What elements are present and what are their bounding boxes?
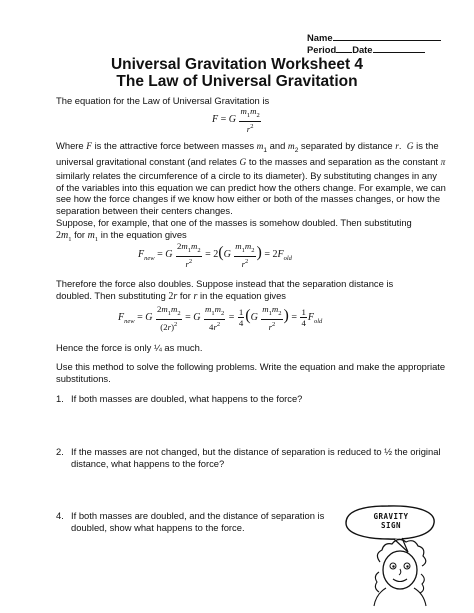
mass-doubled-equation: $F_{new} = G$ $\frac{2m_1m_2}{r^2}$ = 2(G $\frac{m_1m_2}{r^2}$ ) = $2F_{old}$ xyxy=(138,241,292,269)
question-2: 2. If the masses are not changed, but the distance of separation is reduced to ½ the original distance, what happens to the force? xyxy=(56,446,441,469)
example-distance-paragraph: Therefore the force also doubles. Suppose instead that the separation distance is doubled. Then substituting 2r for r in the equation gives xyxy=(56,278,394,302)
period-date-line[interactable] xyxy=(307,44,425,55)
name-line[interactable] xyxy=(307,32,441,43)
sign-line-2: SIGN xyxy=(380,521,402,530)
period-label: Period xyxy=(307,44,337,55)
explanation-paragraph: Where F is the attractive force between masses $m_1$ and $m_2$ separated by distance r. G is the universal gravitational constant (and relates G to the masses and separation as the constant π similarly relates the circumference of a circle to its diameter). By substituting changes in any of the variables into this equation we can predict how the others change. For example, we can see how the force changes if we know how either or both of the masses changes, or how the separation between their centers changes. xyxy=(56,140,446,216)
name-label: Name xyxy=(307,32,333,43)
sign-line-1: GRAVITY xyxy=(373,512,409,521)
question-1: 1. If both masses are doubled, what happens to the force? xyxy=(56,393,303,404)
question-4: 4. If both masses are doubled, and the distance of separation is doubled, show what happens to the force. xyxy=(56,510,325,533)
intro-text: The equation for the Law of Universal Gravitation is xyxy=(56,95,270,106)
conclusion-text: Hence the force is only ¼ as much. xyxy=(56,342,203,353)
main-equation: F = G $\frac{m_1m_2}{r^2}$ xyxy=(212,106,260,134)
instructions-text: Use this method to solve the following problems. Write the equation and make the appropriate substitutions. xyxy=(56,361,446,384)
title-line-1: Universal Gravitation Worksheet 4 xyxy=(110,56,364,73)
sign-text xyxy=(346,512,436,530)
gravity-sign-cartoon xyxy=(336,502,440,608)
distance-doubled-equation: $F_{new} = G$ $\frac{2m_1m_2}{(2r)^2}$ = G $\frac{m_1m_2}{4r^2}$ = $\frac{1}{4}$ (G $\frac{m_1m_2}{r^2}$ ) = $\frac{1}{4}$ $F_{old}$ xyxy=(118,304,323,332)
example-mass-paragraph: Suppose, for example, that one of the masses is somehow doubled. Then substituting $2m_1$ for $m_1$ in the equation gives xyxy=(56,217,412,243)
date-label: Date xyxy=(352,44,373,55)
title-line-2: The Law of Universal Gravitation xyxy=(116,73,358,90)
